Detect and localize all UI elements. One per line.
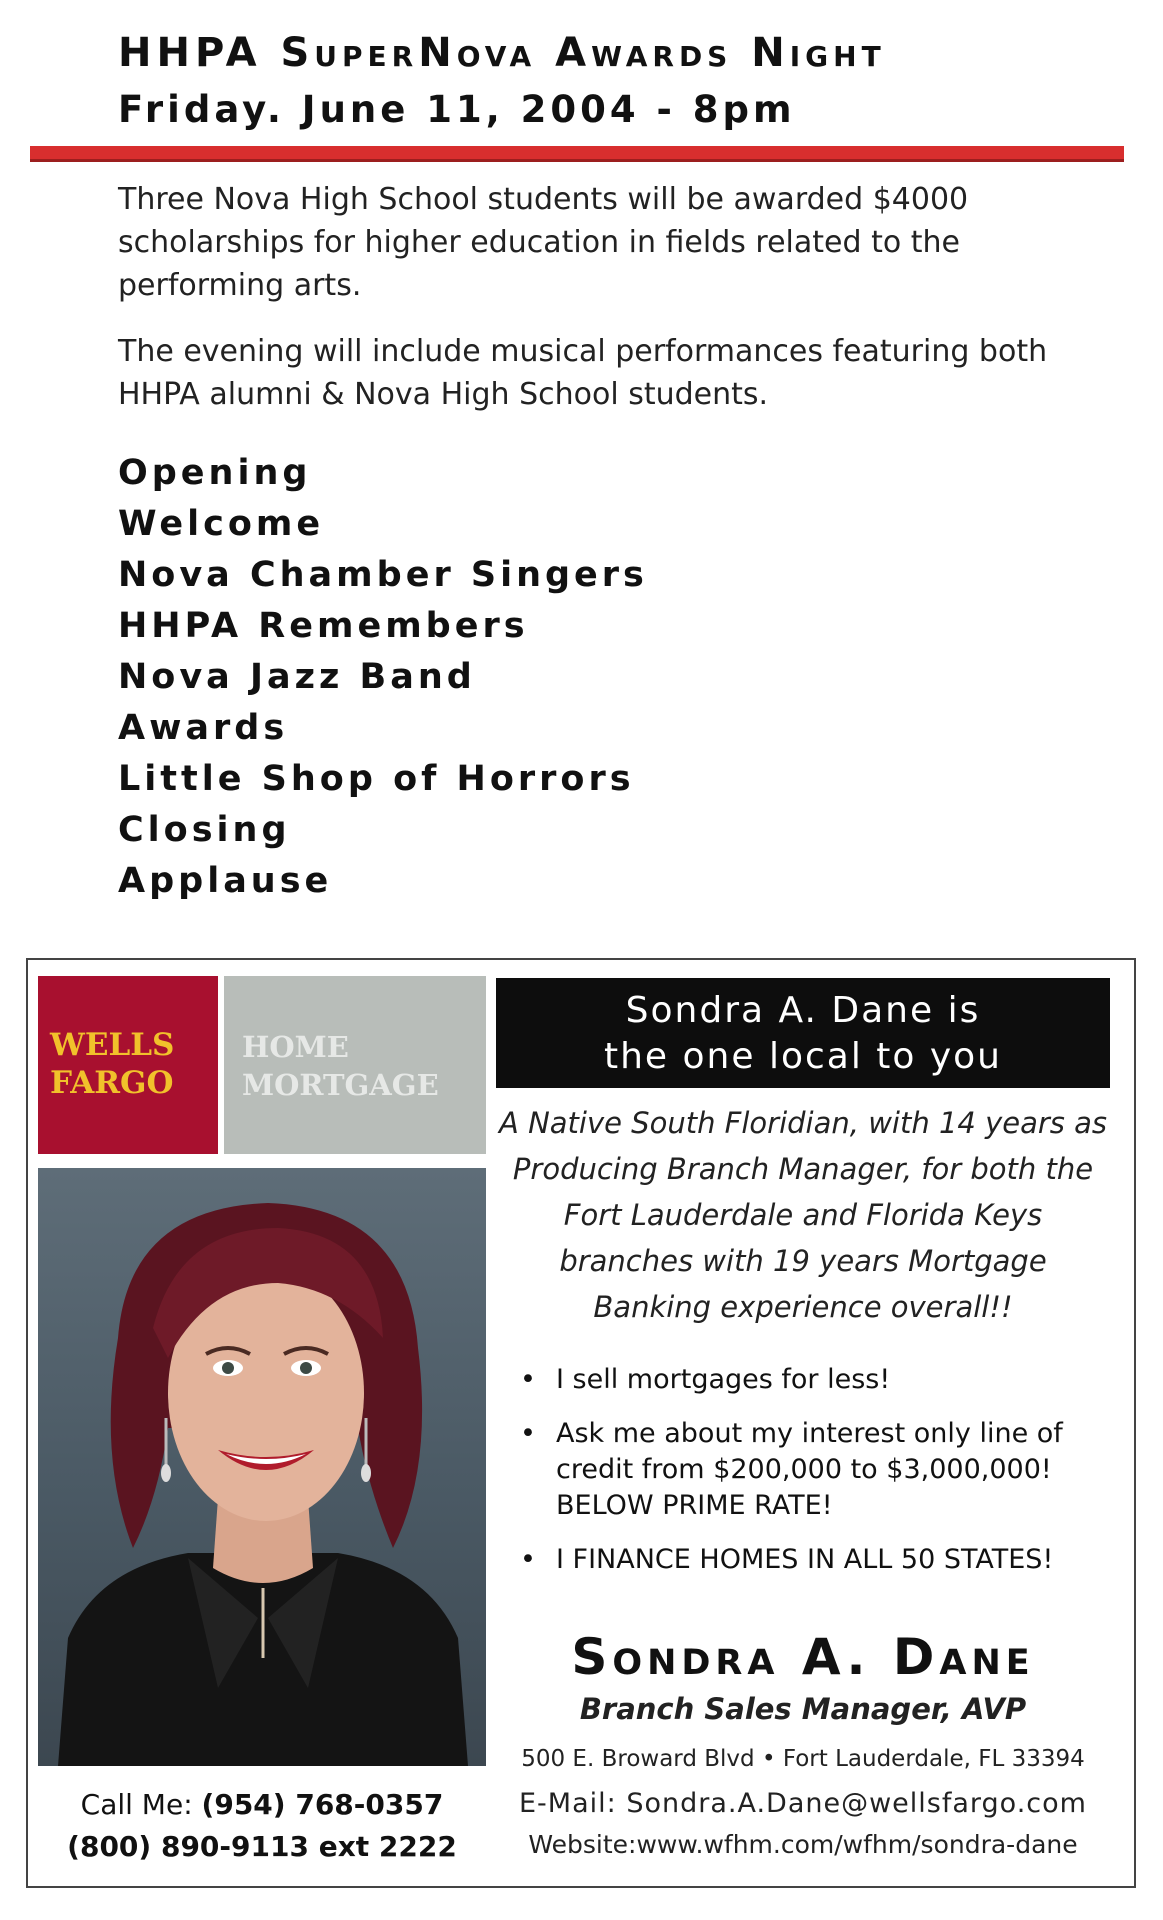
intro-paragraph-scholarships: Three Nova High School students will be awarded $4000 scholarships for higher education in fields related to the performing arts. <box>118 182 969 303</box>
headline-banner <box>496 978 1110 1088</box>
red-divider <box>30 146 1124 162</box>
program-item: Nova Jazz Band <box>118 657 476 697</box>
agent-bio: A Native South Floridian, with 14 years as Producing Branch Manager, for both the Fort Lauderdale and Florida Keys branches with 19 years Mortgage Banking experience overall!! <box>499 1106 1107 1324</box>
program-item: Little Shop of Horrors <box>118 759 635 799</box>
logo-brand-line-2: FARGO <box>50 1065 174 1101</box>
program-item: Welcome <box>118 504 325 544</box>
program-list <box>118 448 648 907</box>
agent-portrait-photo <box>38 1168 486 1766</box>
call-me-line <box>38 1788 486 1821</box>
program-item: HHPA Remembers <box>118 606 529 646</box>
logo-sub-line-1: HOME <box>242 1030 349 1064</box>
selling-point: • Ask me about my interest only line of credit from $200,000 to $3,000,000! BELOW PRIME RATE! <box>520 1416 1100 1524</box>
agent-address: 500 E. Broward Blvd • Fort Lauderdale, FL 33394 <box>521 1746 1085 1772</box>
program-item: Applause <box>118 861 333 901</box>
event-date: Friday. June 11, 2004 - 8pm <box>118 88 796 131</box>
program-item: Opening <box>118 453 312 493</box>
program-item: Closing <box>118 810 291 850</box>
intro-paragraph-performances: The evening will include musical performances featuring both HHPA alumni & Nova High School students. <box>118 334 1048 412</box>
call-label: Call Me: <box>80 1788 193 1821</box>
program-item: Nova Chamber Singers <box>118 555 648 595</box>
selling-point: • I FINANCE HOMES IN ALL 50 STATES! <box>520 1542 1100 1578</box>
phone-secondary: (800) 890-9113 ext 2222 <box>67 1830 457 1863</box>
portrait-illustration <box>38 1168 486 1766</box>
agent-website: Website:www.wfhm.com/wfhm/sondra-dane <box>528 1830 1078 1859</box>
selling-point: • I sell mortgages for less! <box>520 1362 1100 1398</box>
agent-job-title: Branch Sales Manager, AVP <box>579 1692 1027 1726</box>
logo-sub-line-2: MORTGAGE <box>242 1068 439 1102</box>
agent-name: Sondra A. Dane <box>571 1628 1035 1686</box>
program-item: Awards <box>118 708 289 748</box>
headline-line-1: Sondra A. Dane is <box>625 990 981 1031</box>
headline-line-2: the one local to you <box>603 1036 1002 1077</box>
wells-fargo-logo <box>38 976 218 1154</box>
selling-points-list <box>520 1362 1100 1596</box>
phone-primary: (954) 768-0357 <box>201 1788 444 1821</box>
logo-brand-line-1: WELLS <box>50 1027 175 1063</box>
agent-email: E-Mail: Sondra.A.Dane@wellsfargo.com <box>519 1788 1087 1819</box>
home-mortgage-logo <box>224 976 486 1154</box>
event-title: HHPA SuperNova Awards Night <box>118 30 886 76</box>
